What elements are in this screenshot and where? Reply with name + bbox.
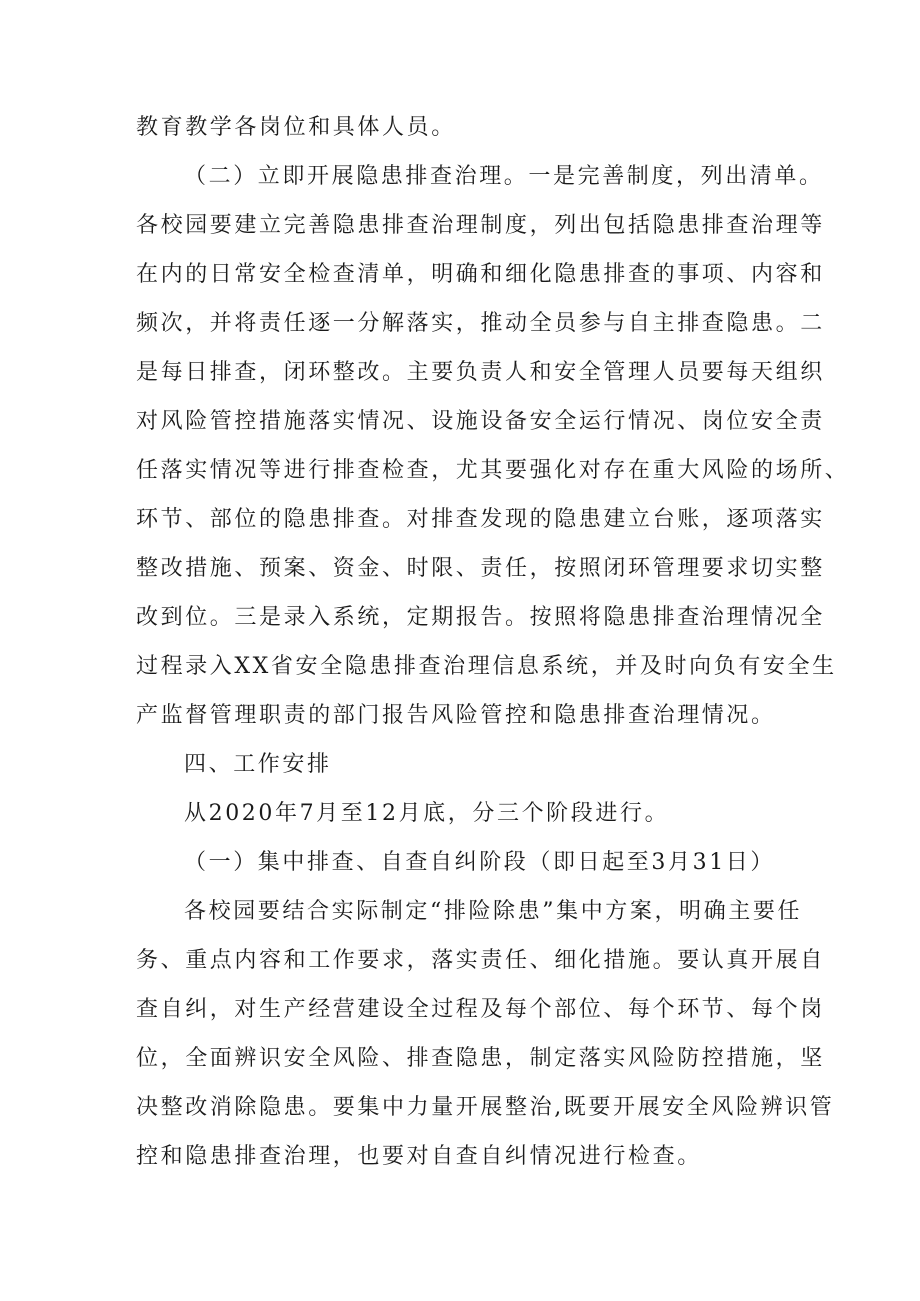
section-heading: 四、工作安排 — [184, 752, 332, 777]
text-line: 频次，并将责任逐一分解落实，推动全员参与自主排查隐患。二 — [136, 311, 825, 336]
text-line: 查自纠，对生产经营建设全过程及每个部位、每个环节、每个岗 — [136, 997, 825, 1022]
text-line: 在内的日常安全检查清单，明确和细化隐患排查的事项、内容和 — [136, 262, 825, 287]
text-line: 务、重点内容和工作要求，落实责任、细化措施。要认真开展自 — [136, 948, 825, 973]
text-line: 决整改消除隐患。要集中力量开展整治,既要开展安全风险辨识管 — [136, 1095, 835, 1120]
text-line: 对风险管控措施落实情况、设施设备安全运行情况、岗位安全责 — [136, 409, 825, 434]
text-line: （二）立即开展隐患排查治理。一是完善制度，列出清单。 — [184, 164, 824, 189]
text-line: 是每日排查，闭环整改。主要负责人和安全管理人员要每天组织 — [136, 360, 825, 385]
text-line: 各校园要结合实际制定“排险除患”集中方案，明确主要任 — [184, 899, 803, 924]
subsection-heading: （一）集中排查、自查自纠阶段（即日起至3月31日） — [184, 850, 775, 875]
text-line: 任落实情况等进行排查检查，尤其要强化对存在重大风险的场所、 — [136, 458, 850, 483]
text-line: 过程录入XX省安全隐患排查治理信息系统，并及时向负有安全生 — [136, 654, 837, 679]
text-line: 改到位。三是录入系统，定期报告。按照将隐患排查治理情况全 — [136, 605, 825, 630]
text-line: 控和隐患排查治理，也要对自查自纠情况进行检查。 — [136, 1144, 702, 1169]
text-line: 产监督管理职责的部门报告风险管控和隐患排查治理情况。 — [136, 703, 776, 728]
text-line: 教育教学各岗位和具体人员。 — [136, 115, 456, 140]
text-line: 从2020年7月至12月底，分三个阶段进行。 — [184, 801, 670, 826]
text-line: 各校园要建立完善隐患排查治理制度，列出包括隐患排查治理等 — [136, 213, 825, 238]
text-line: 位，全面辨识安全风险、排查隐患，制定落实风险防控措施，坚 — [136, 1046, 825, 1071]
text-line: 环节、部位的隐患排查。对排查发现的隐患建立台账，逐项落实 — [136, 507, 825, 532]
text-line: 整改措施、预案、资金、时限、责任，按照闭环管理要求切实整 — [136, 556, 825, 581]
